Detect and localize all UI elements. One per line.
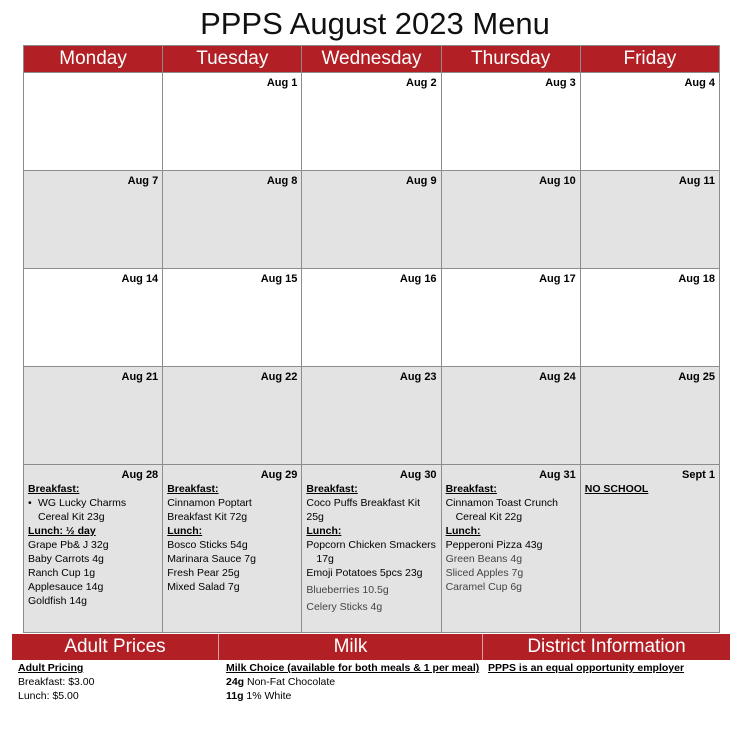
day-cell — [302, 171, 441, 269]
milk-name: Non-Fat Chocolate — [244, 676, 336, 688]
breakfast-label: Breakfast: — [306, 483, 358, 495]
date-label: Aug 9 — [406, 175, 437, 187]
menu-item-continued: Cereal Kit 22g — [455, 511, 523, 523]
day-cell — [580, 269, 719, 367]
date-label: Aug 25 — [678, 371, 715, 383]
weekday-header-row — [24, 46, 720, 73]
menu-entry — [167, 482, 298, 594]
menu-item: Breakfast Kit 72g — [167, 511, 248, 523]
menu-item: Green Beans 4g — [445, 553, 523, 565]
menu-item: Bosco Sticks 54g — [167, 539, 248, 551]
menu-item: 25g — [306, 511, 324, 523]
milk-grams: 24g — [226, 676, 245, 688]
adult-pricing-heading: Adult Pricing — [18, 662, 84, 674]
footer-header-bar — [12, 634, 730, 660]
date-label: Aug 30 — [399, 469, 437, 481]
day-header-wednesday: Wednesday — [302, 46, 441, 73]
milk-choice-heading: Milk Choice (available for both meals & 1 per meal) — [226, 662, 480, 674]
menu-item: WG Lucky Charms Cereal Kit 23g — [38, 497, 127, 523]
menu-entry — [585, 482, 716, 496]
menu-item: Blueberries 10.5g — [306, 584, 389, 596]
menu-entry — [446, 482, 577, 594]
day-header-thursday: Thursday — [441, 46, 580, 73]
menu-item: Coco Puffs Breakfast Kit — [306, 497, 420, 509]
day-cell — [441, 73, 580, 171]
menu-item: Baby Carrots 4g — [28, 553, 104, 565]
date-label: Sept 1 — [681, 469, 715, 481]
day-cell — [163, 171, 302, 269]
equal-opportunity-statement: PPPS is an equal opportunity employer — [488, 662, 685, 674]
day-cell — [441, 367, 580, 465]
lunch-label: Lunch: — [445, 525, 481, 537]
menu-entry — [28, 482, 159, 608]
date-label: Aug 7 — [127, 175, 159, 187]
date-label: Aug 2 — [406, 77, 437, 89]
menu-item: Ranch Cup 1g — [28, 567, 96, 579]
menu-item: Fresh Pear 25g — [167, 567, 240, 579]
date-label: Aug 11 — [678, 175, 715, 187]
milk-section — [226, 661, 479, 703]
day-cell — [24, 269, 163, 367]
menu-item: Popcorn Chicken Smackers — [306, 539, 436, 551]
day-cell — [24, 171, 163, 269]
date-label: Aug 18 — [678, 273, 715, 285]
page-title: PPPS August 2023 Menu — [200, 6, 550, 41]
date-label: Aug 4 — [684, 77, 715, 89]
menu-bullet-item — [28, 496, 159, 524]
day-cell-aug-31 — [441, 465, 580, 633]
day-cell — [580, 73, 719, 171]
menu-item: Emoji Potatoes 5pcs 23g — [306, 567, 423, 579]
date-label: Aug 10 — [539, 175, 576, 187]
date-label: Aug 1 — [266, 77, 298, 89]
milk-option — [226, 675, 479, 689]
date-label: Aug 28 — [121, 469, 159, 481]
no-school-note: NO SCHOOL — [584, 483, 649, 495]
week-row-4 — [24, 367, 720, 465]
district-section — [488, 661, 684, 675]
breakfast-label: Breakfast: — [28, 483, 80, 495]
menu-item-continued: 17g — [316, 553, 334, 565]
day-cell — [580, 171, 719, 269]
menu-item: Cinnamon Toast Crunch — [445, 497, 559, 509]
day-cell — [24, 73, 163, 171]
menu-item: Applesauce 14g — [28, 581, 104, 593]
adult-breakfast-price: Breakfast: $3.00 — [18, 676, 95, 688]
milk-name: 1% White — [243, 690, 292, 702]
day-cell — [302, 269, 441, 367]
day-header-monday: Monday — [24, 46, 163, 73]
week-row-5 — [24, 465, 720, 633]
lunch-label: Lunch: — [306, 525, 342, 537]
week-row-2 — [24, 171, 720, 269]
menu-item: Goldfish 14g — [28, 595, 87, 607]
adult-pricing-section — [18, 661, 94, 703]
lunch-label: Lunch: ½ day — [28, 525, 96, 537]
date-label: Aug 14 — [121, 273, 159, 285]
menu-item: Pepperoni Pizza 43g — [445, 539, 543, 551]
day-cell — [580, 367, 719, 465]
breakfast-label: Breakfast: — [445, 483, 497, 495]
bullet-icon: • — [28, 497, 32, 509]
date-label: Aug 15 — [260, 273, 298, 285]
date-label: Aug 22 — [260, 371, 298, 383]
milk-header: Milk — [219, 634, 483, 660]
menu-item: Sliced Apples 7g — [445, 567, 524, 579]
day-cell — [24, 367, 163, 465]
day-cell — [441, 269, 580, 367]
date-label: Aug 16 — [399, 273, 437, 285]
adult-prices-header: Adult Prices — [12, 634, 219, 660]
date-label: Aug 24 — [539, 371, 576, 383]
day-header-friday: Friday — [580, 46, 719, 73]
date-label: Aug 31 — [539, 469, 576, 481]
menu-item: Mixed Salad 7g — [167, 581, 240, 593]
menu-entry — [306, 482, 437, 614]
day-cell — [163, 269, 302, 367]
menu-item: Grape Pb& J 32g — [28, 539, 109, 551]
day-cell-aug-28 — [24, 465, 163, 633]
date-label: Aug 23 — [399, 371, 437, 383]
milk-option — [226, 689, 479, 703]
day-cell — [441, 171, 580, 269]
week-row-1 — [24, 73, 720, 171]
menu-item: Marinara Sauce 7g — [167, 553, 256, 565]
date-label: Aug 3 — [545, 77, 576, 89]
milk-grams: 11g — [226, 690, 244, 702]
day-cell — [302, 73, 441, 171]
menu-calendar — [23, 45, 720, 633]
breakfast-label: Breakfast: — [167, 483, 219, 495]
day-cell — [163, 367, 302, 465]
day-cell — [163, 73, 302, 171]
day-cell-sept-1 — [580, 465, 719, 633]
menu-item: Cinnamon Poptart — [167, 497, 252, 509]
date-label: Aug 29 — [260, 469, 298, 481]
menu-item: Caramel Cup 6g — [445, 581, 523, 593]
adult-lunch-price: Lunch: $5.00 — [18, 690, 79, 702]
date-label: Aug 8 — [266, 175, 298, 187]
date-label: Aug 21 — [121, 371, 159, 383]
lunch-label: Lunch: — [167, 525, 203, 537]
district-info-header: District Information — [527, 636, 686, 657]
day-cell-aug-30 — [302, 465, 441, 633]
week-row-3 — [24, 269, 720, 367]
day-cell — [302, 367, 441, 465]
day-cell-aug-29 — [163, 465, 302, 633]
day-header-tuesday: Tuesday — [163, 46, 302, 73]
date-label: Aug 17 — [539, 273, 576, 285]
menu-item: Celery Sticks 4g — [306, 601, 383, 613]
